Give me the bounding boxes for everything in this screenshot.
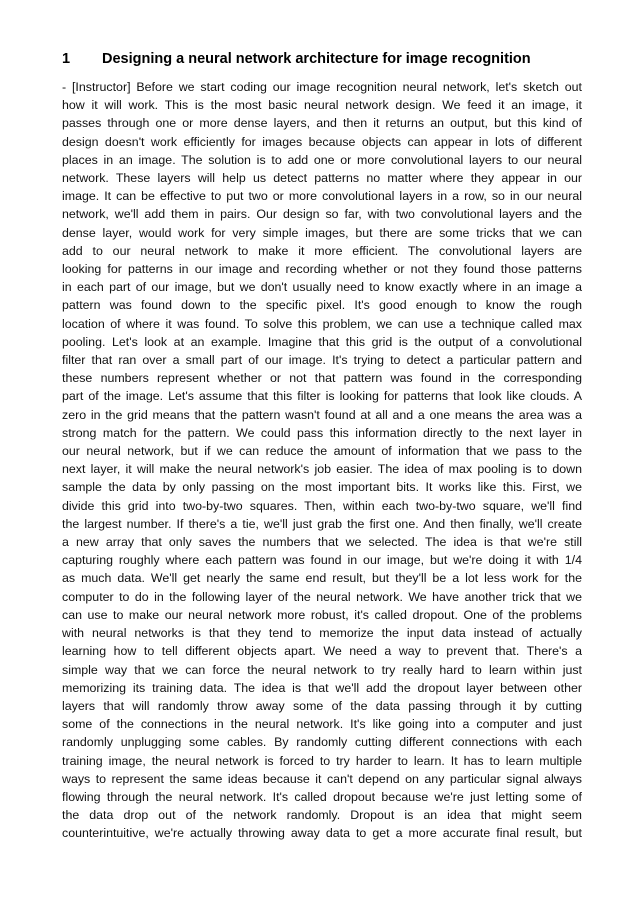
text-line: network, we'll add them in pairs. Our design so far, with two convolutional layers and the (62, 207, 582, 222)
text-line: places in an image. The solution is to add one or more convolutional layers to our neural (62, 152, 582, 167)
text-line: some of the connections in the neural network. It's like going into a computer and just (62, 717, 582, 732)
text-line: ways to represent the same ideas because it can't depend on any particular signal always (62, 771, 582, 786)
text-line: training image, the neural network is forced to try harder to learn. It has to learn multiple (62, 753, 582, 768)
text-line: strong match for the pattern. We could pass this information directly to the next layer in (62, 425, 582, 440)
text-line: memorizing its training data. The idea is that we'll add the dropout layer between other (62, 680, 582, 695)
text-line: image. It can be effective to put two or more convolutional layers in a row, so in our neural (62, 189, 582, 204)
text-line: next layer, it will make the neural network's job easier. The idea of max pooling is to down (62, 462, 582, 477)
text-line: pooling. Let's look at an example. Imagine that this grid is the output of a convolutional (62, 334, 582, 349)
section-heading (62, 51, 582, 67)
text-line: computer to do in the following layer of the neural network. We have another trick that we (62, 589, 582, 604)
section-title: Designing a neural network architecture for image recognition (102, 51, 531, 67)
text-line: capturing roughly where each pattern was found in our image, but we're doing it with 1/4 (62, 553, 582, 568)
text-line: network. These layers will help us detect patterns no matter where they appear in our (62, 171, 582, 186)
text-line: flowing through the neural network. It's called dropout because we're just letting some of (62, 789, 582, 804)
text-line: design doesn't work efficiently for images because objects can appear in lots of different (62, 134, 582, 149)
text-line: dense layer, would work for very simple images, but there are some tricks that we can (62, 225, 582, 240)
text-line: filter that ran over a small part of our image. It's trying to detect a particular pattern and (62, 353, 582, 368)
body-paragraph (62, 78, 582, 843)
text-line: learning how to tell different objects apart. We need a way to prevent that. There's a (62, 644, 582, 659)
text-line: counterintuitive, we're actually throwing away data to get a more accurate final result, but (62, 826, 582, 841)
text-line: add to our neural network to make it more efficient. The convolutional layers are (62, 243, 582, 258)
text-line: these numbers represent whether or not that pattern was found in the corresponding (62, 371, 582, 386)
text-line: randomly unplugging some cables. By randomly cutting different connections with each (62, 735, 582, 750)
text-line: - [Instructor] Before we start coding our image recognition neural network, let's sketch out (62, 80, 582, 94)
text-line: our neural network, but if we can reduce the amount of information that we pass to the (62, 444, 582, 459)
text-line: part of the image. Let's assume that this filter is looking for patterns that look like clouds. A (62, 389, 582, 404)
section-number: 1 (62, 51, 71, 67)
text-line: layers that will randomly throw away some of the data passing through it by cutting (62, 698, 582, 713)
text-line: the data drop out of the network randomly. Dropout is an idea that might seem (62, 808, 582, 823)
text-line: sample the data by only passing on the most important bits. It works like this. First, we (62, 480, 582, 495)
text-line: a new array that only saves the numbers that we selected. The idea is that we're still (62, 535, 582, 550)
text-line: the largest number. If there's a tie, we'll just grab the first one. And then finally, we'll create (62, 516, 582, 531)
text-line: can use to make our neural network more robust, it's called dropout. One of the problems (62, 607, 582, 622)
text-line: how it will work. This is the most basic neural network design. We feed it an image, it (62, 98, 582, 113)
text-line: looking for patterns in our image and recording whether or not they found those patterns (62, 262, 582, 277)
text-line: pattern was found down to the specific pixel. It's good enough to know the rough (62, 298, 582, 313)
text-line: as much data. We'll get nearly the same end result, but they'll be a lot less work for the (62, 571, 582, 586)
text-line: location of where it was found. To solve this problem, we can use a technique called max (62, 316, 582, 331)
text-line: passes through one or more dense layers, and then it returns an output, but this kind of (62, 116, 582, 131)
text-line: simple way that we can force the neural network to try really hard to learn within just (62, 662, 582, 677)
text-line: divide this grid into two-by-two squares. Then, within each two-by-two square, we'll find (62, 498, 582, 513)
text-line: with neural networks is that they tend to memorize the input data instead of actually (62, 626, 582, 641)
text-line: in each part of our image, but we don't usually need to know exactly where in an image a (62, 280, 582, 295)
text-line: zero in the grid means that the pattern wasn't found at all and a one means the area was a (62, 407, 582, 422)
